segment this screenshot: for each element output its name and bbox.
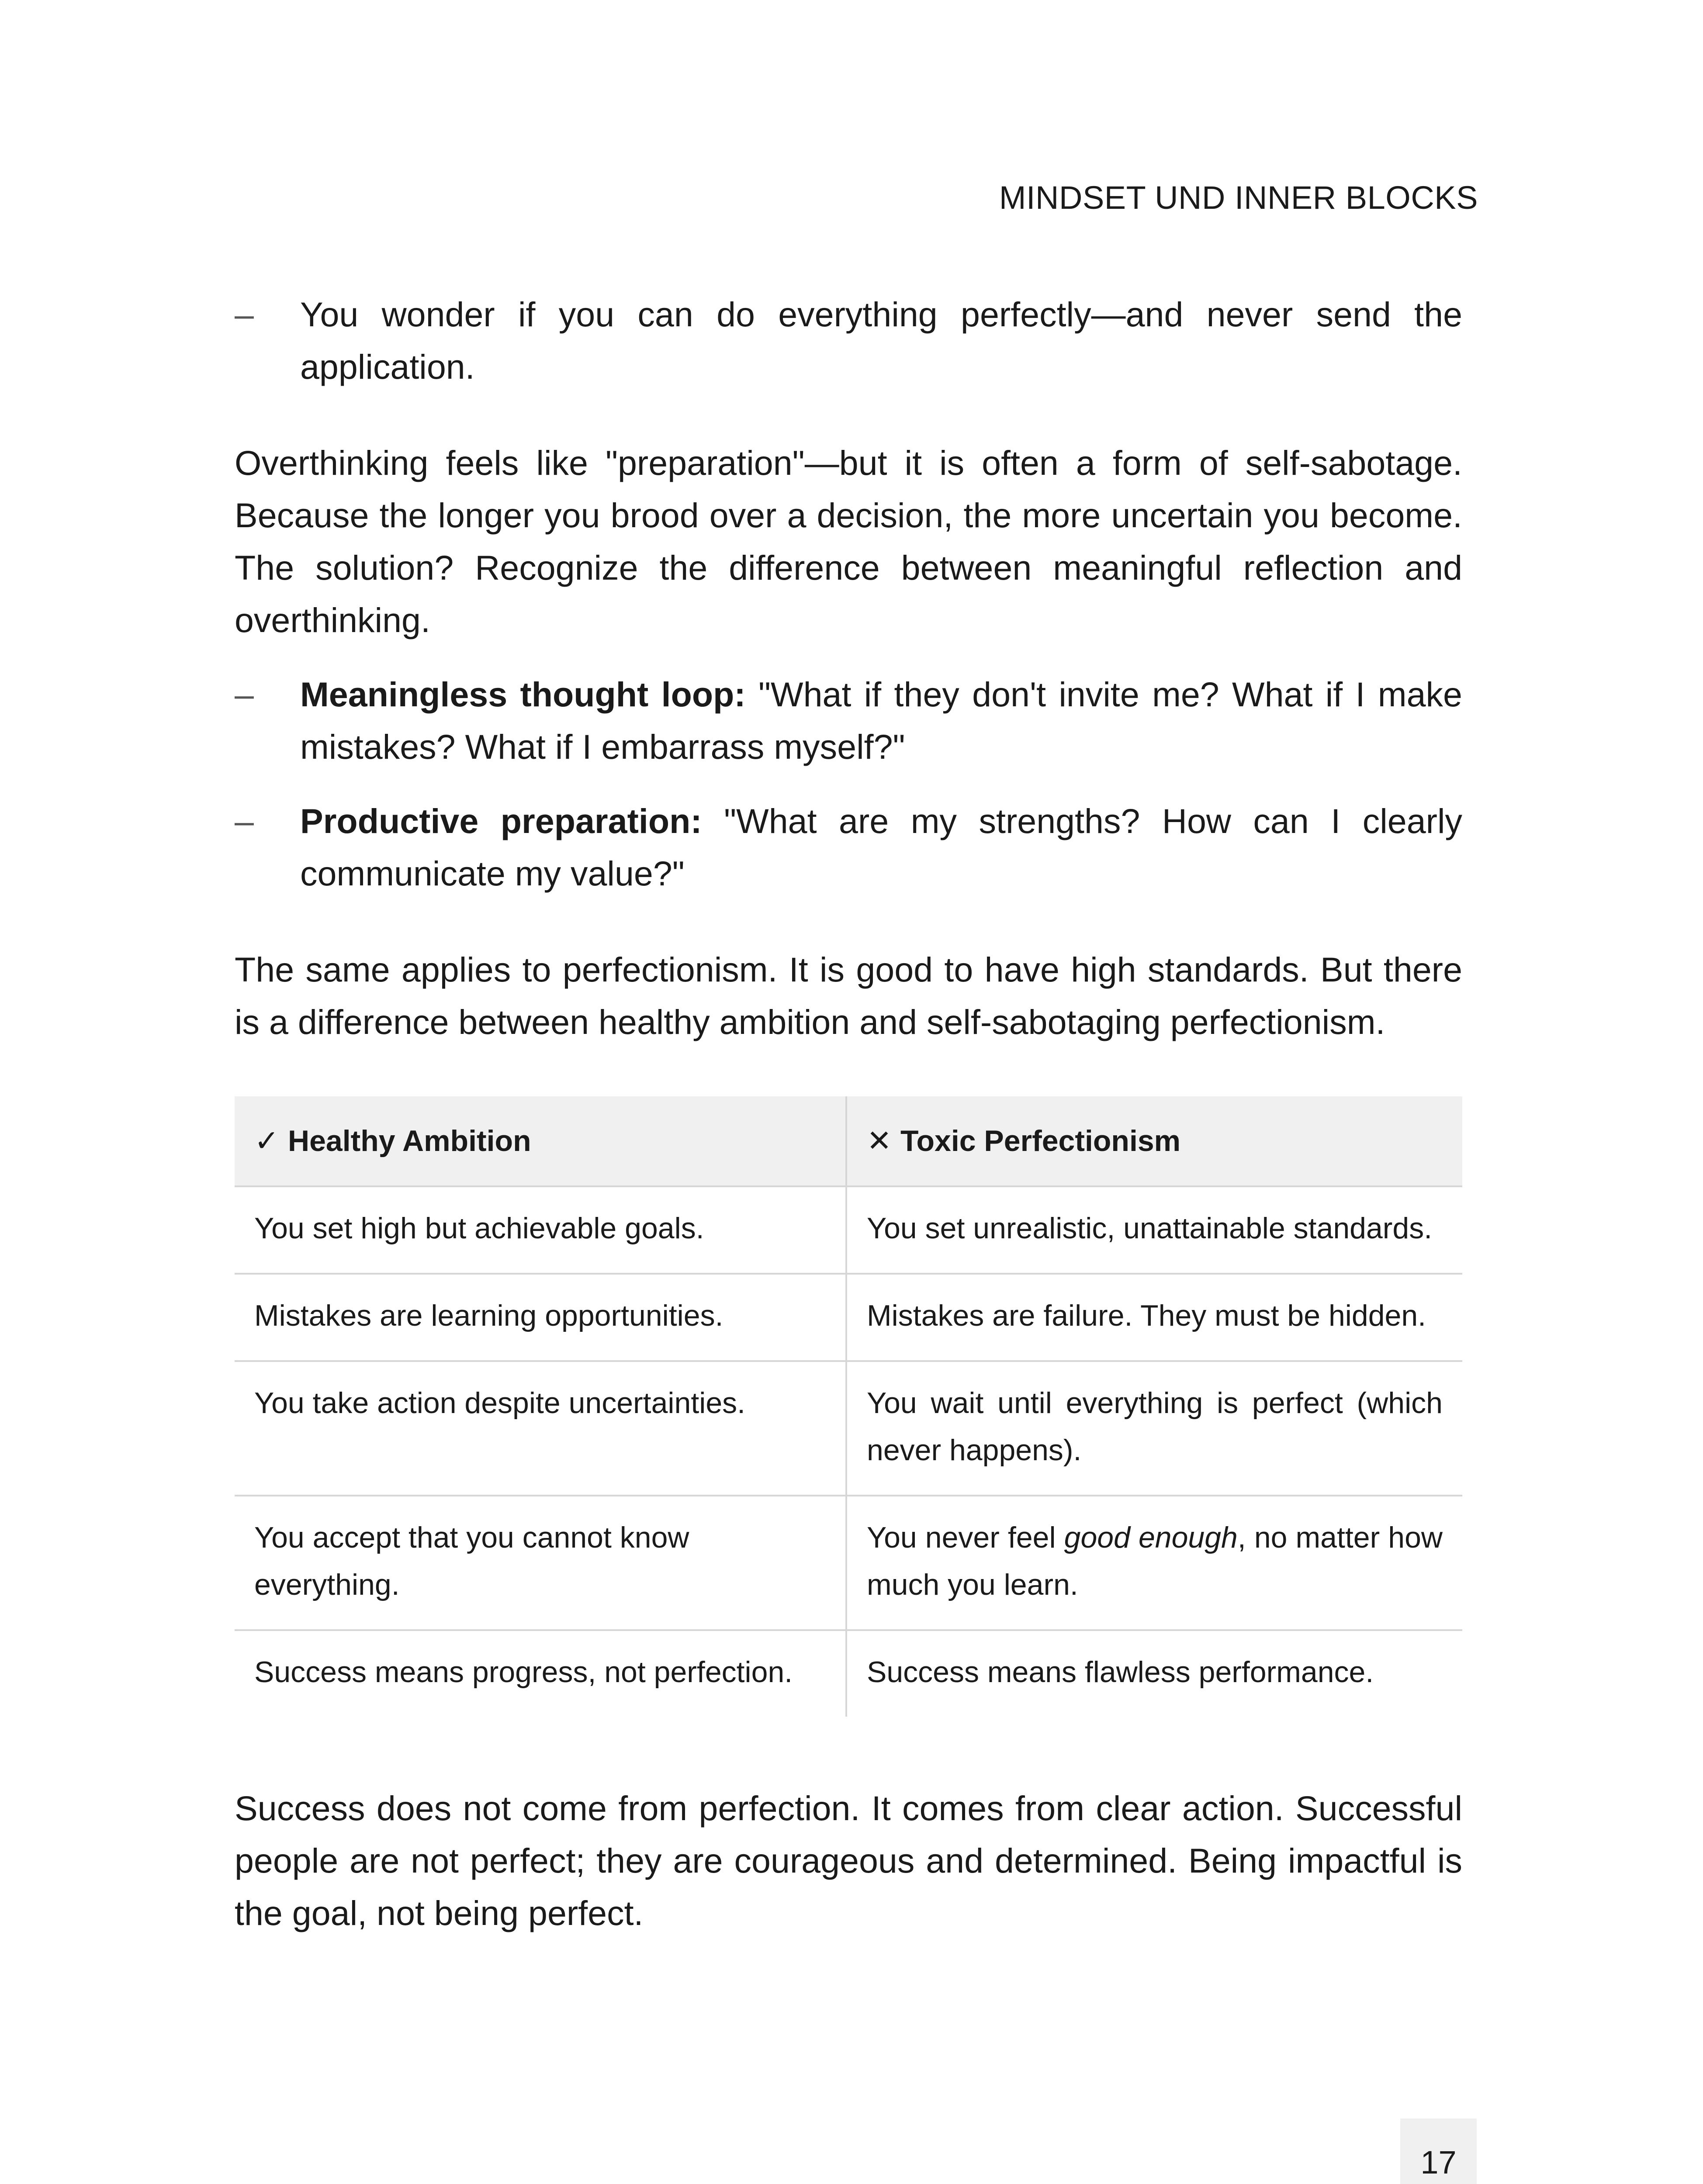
cell-text: , no matter how much you learn.	[867, 1521, 1443, 1601]
page-number-tab	[1400, 2118, 1477, 2184]
bullet-text: "What are my strengths? How can I clearly communicate my value?"	[300, 802, 1462, 893]
table-cell-right: You set unrealistic, unattainable standards.	[846, 1186, 1462, 1274]
intro-bullet-text: You wonder if you can do everything perfectly—and never send the application.	[300, 295, 1462, 386]
column-header-label: Healthy Ambition	[287, 1124, 531, 1158]
table-row	[235, 1361, 1462, 1496]
table-cell-right	[846, 1496, 1462, 1630]
table-row	[235, 1186, 1462, 1274]
table-cell-right: You wait until everything is perfect (which never happens).	[846, 1361, 1462, 1496]
intro-bullet	[235, 288, 1462, 393]
cross-icon: ✕	[867, 1124, 892, 1158]
dash-bullet-icon: –	[235, 802, 254, 840]
table-row	[235, 1630, 1462, 1717]
dash-bullet-icon: –	[235, 675, 254, 714]
table-cell-left: Mistakes are learning opportunities.	[235, 1274, 846, 1361]
running-header: MINDSET UND INNER BLOCKS	[999, 180, 1478, 216]
page-number: 17	[1420, 2144, 1457, 2181]
column-header-healthy-ambition	[235, 1096, 846, 1186]
column-header-toxic-perfectionism	[846, 1096, 1462, 1186]
table-cell-left: Success means progress, not perfection.	[254, 1655, 793, 1689]
table-cell-right: Success means flawless performance.	[846, 1630, 1462, 1717]
bullet-label: Meaningless thought loop:	[300, 675, 746, 714]
paragraph-perfectionism: The same applies to perfectionism. It is good to have high standards. But there is a difference between healthy ambition and self-sabotaging perfectionism.	[235, 950, 1462, 1041]
dash-bullet-icon: –	[235, 295, 254, 334]
bullet-productive-preparation	[235, 795, 1462, 900]
table-row	[235, 1496, 1462, 1630]
comparison-table	[235, 1096, 1462, 1717]
bullet-text: "What if they don't invite me? What if I make mistakes? What if I embarrass myself?"	[300, 675, 1462, 766]
table-cell-left: You set high but achievable goals.	[235, 1186, 846, 1274]
table-cell-left: You take action despite uncertainties.	[235, 1361, 846, 1496]
table-cell-left: You accept that you cannot know everything.	[235, 1496, 846, 1630]
cell-emphasis: good enough	[1064, 1521, 1238, 1554]
paragraph-overthinking: Overthinking feels like "preparation"—but it is often a form of self-sabotage. Because the longer you brood over a decision, the more uncertain you become. The solution? Recognize the difference between meaningful reflection and overthinking.	[235, 443, 1462, 639]
table-row	[235, 1274, 1462, 1361]
table-header-row	[235, 1096, 1462, 1186]
checkmark-icon: ✓	[254, 1124, 279, 1158]
paragraph-conclusion: Success does not come from perfection. It comes from clear action. Successful people are not perfect; they are courageous and determined. Being impactful is the goal, not being perfect.	[235, 1789, 1462, 1932]
bullet-meaningless-loop	[235, 668, 1462, 773]
bullet-label: Productive preparation:	[300, 802, 702, 840]
table-cell-right: Mistakes are failure. They must be hidden.	[846, 1274, 1462, 1361]
column-header-label: Toxic Perfectionism	[900, 1124, 1181, 1158]
page-content	[235, 288, 1462, 1939]
cell-text: You never feel	[867, 1521, 1064, 1554]
